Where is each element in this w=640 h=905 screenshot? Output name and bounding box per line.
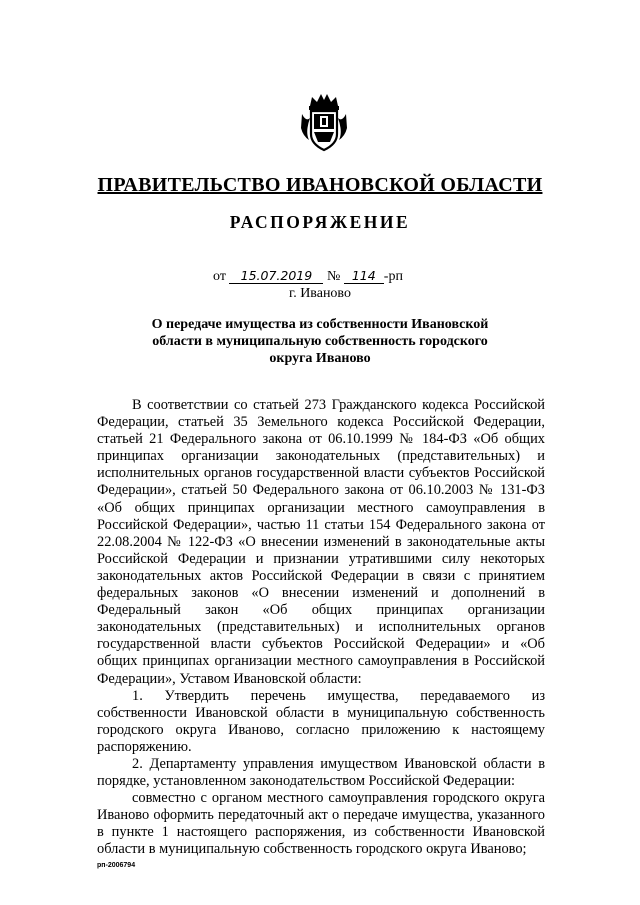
document-type-title: РАСПОРЯЖЕНИЕ	[229, 212, 411, 232]
paragraph-item-2-subitem: совместно с органом местного самоуправления городского округа Иваново оформить передаточный акт о передаче имущества, указанного в пункте 1 настоящего распоряжения, из собственности Ивановской области в муниципальную собственность городского округа Иваново;	[97, 790, 545, 858]
document-body	[97, 397, 545, 859]
number-sign: №	[326, 269, 341, 284]
date-number-line	[213, 268, 403, 285]
document-subject: О передаче имущества из собственности Ивановской области в муниципальную собственность городского округа Иваново	[151, 317, 489, 366]
government-title: ПРАВИТЕЛЬСТВО ИВАНОВСКОЙ ОБЛАСТИ	[97, 174, 543, 196]
ivanovo-coat-of-arms-icon	[300, 92, 348, 154]
number-suffix: -рп	[383, 269, 403, 284]
paragraph-item-2: 2. Департаменту управления имуществом Ивановской области в порядке, установленном законодательством Российской Федерации:	[97, 755, 545, 790]
handwritten-date: 15.07.2019	[229, 268, 323, 284]
handwritten-number: 114	[344, 268, 384, 284]
paragraph-item-1: 1. Утвердить перечень имущества, передаваемого из собственности Ивановской области в муниципальную собственность городского округа Иваново, согласно приложению к настоящему распоряжению.	[97, 687, 545, 755]
city-line: г. Иваново	[289, 286, 351, 301]
date-prefix: от	[213, 269, 226, 284]
paragraph-preamble: В соответствии со статьей 273 Гражданского кодекса Российской Федерации, статьей 35 Земельного кодекса Российской Федерации, статьей 21 Федерального закона от 06.10.1999 № 184-ФЗ «Об общих принципах организации законодательных (представительных) и исполнительных органов государственной власти субъектов Российской Федерации», статьей 50 Федерального закона от 06.10.2003 № 131-ФЗ «Об общих принципах организации местного самоуправления в Российской Федерации», частью 11 статьи 154 Федерального закона от 22.08.2004 № 122-ФЗ «О внесении изменений в законодательные акты Российской Федерации и признании утратившими силу некоторых законодательных актов Российской Федерации в связи с принятием федеральных законов «О внесении изменений и дополнений в Федеральный закон «Об общих принципах организации законодательных (представительных) и исполнительных органов государственной власти субъектов Российской Федерации» и «Об общих принципах организации местного самоуправления в Российской Федерации», Уставом Ивановской области:	[97, 397, 545, 687]
footer-document-code: рп-2006794	[97, 862, 136, 869]
